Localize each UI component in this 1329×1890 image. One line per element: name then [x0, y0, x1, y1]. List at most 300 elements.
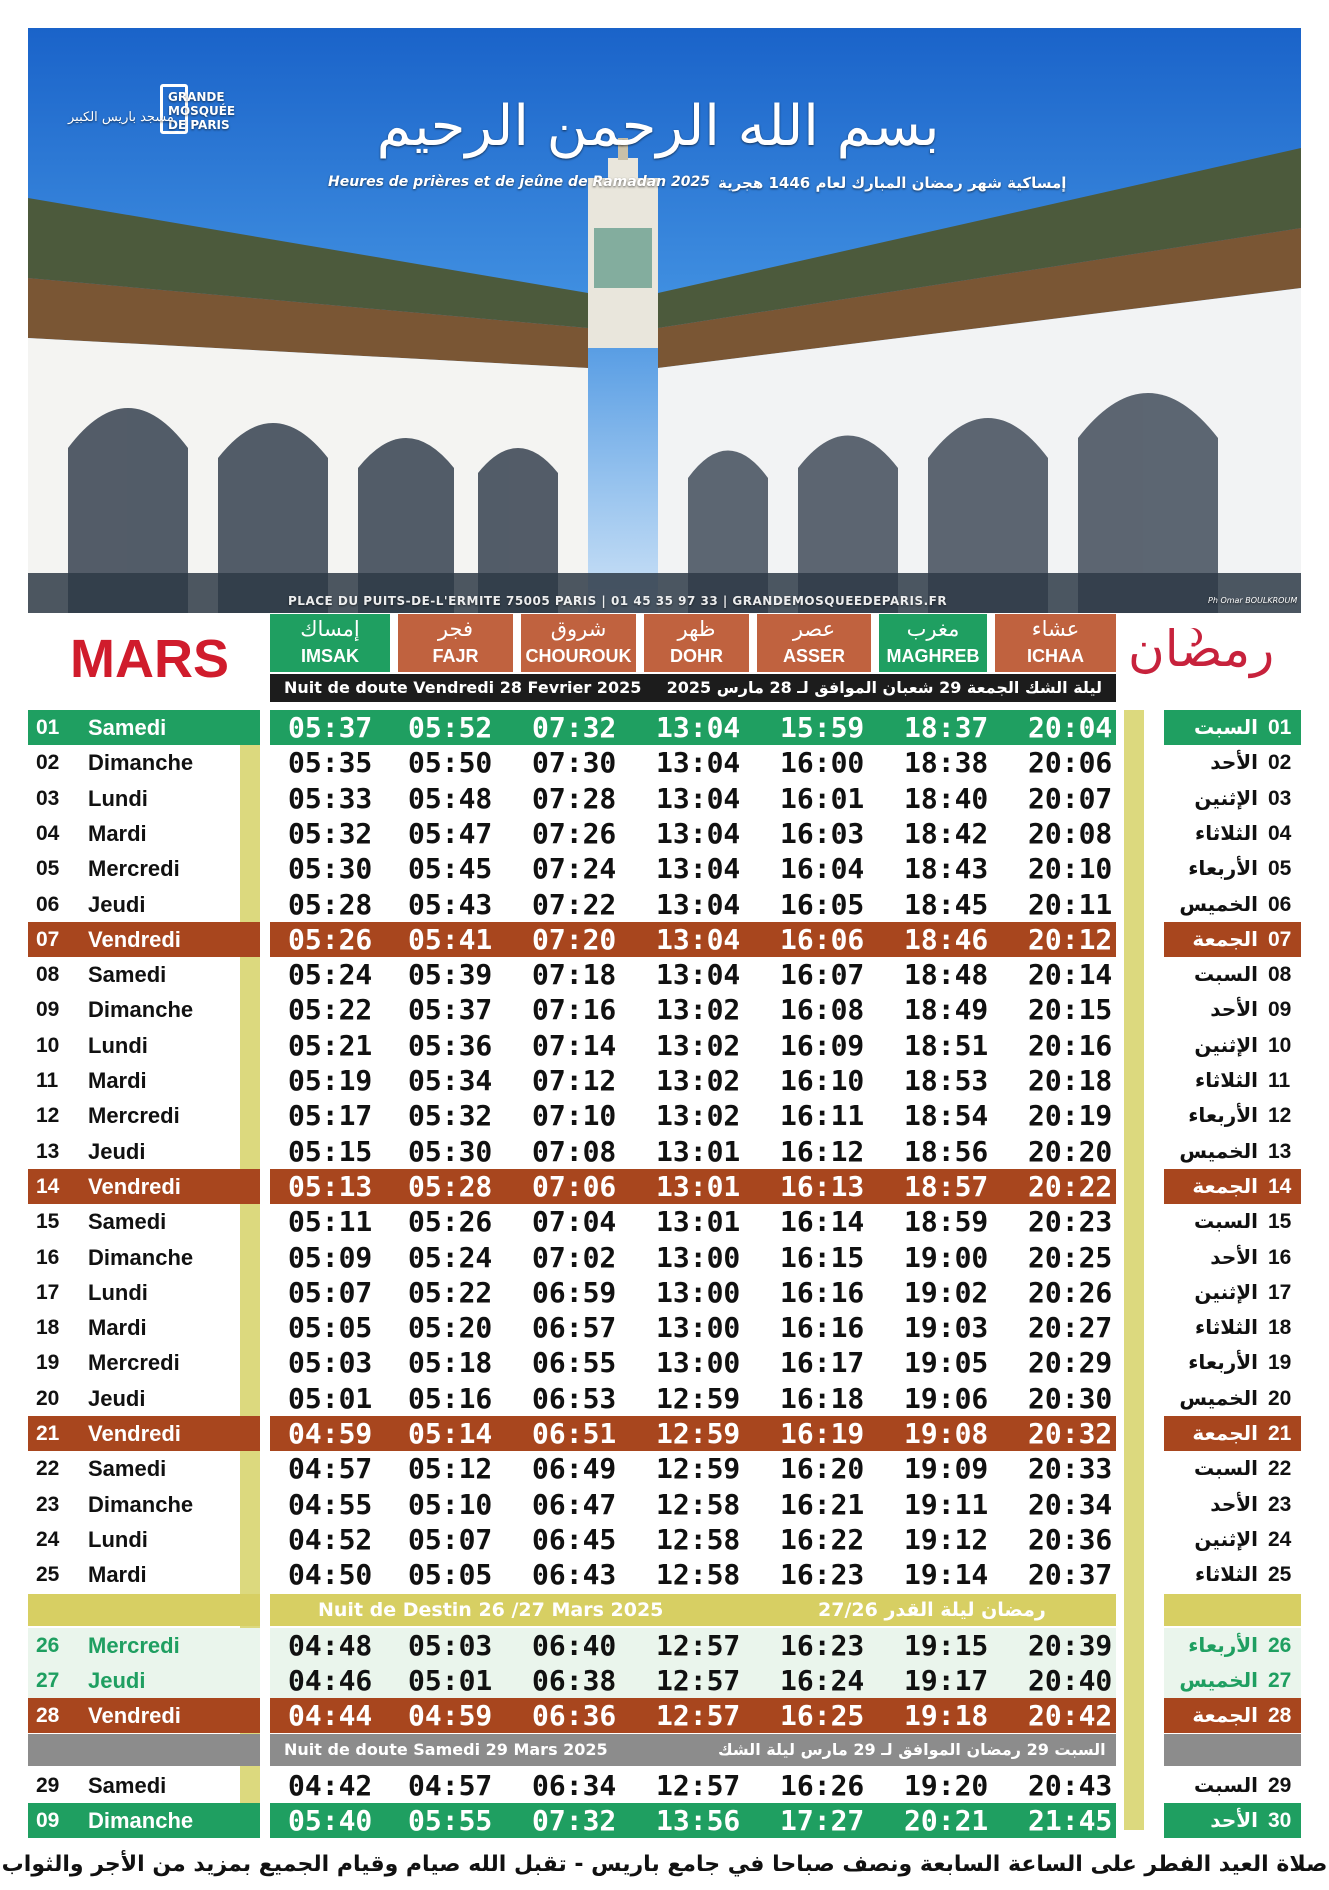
day-name-fr: Samedi: [88, 1773, 167, 1798]
day-name-fr: Dimanche: [88, 1245, 194, 1270]
time-chourouk: 06:47: [532, 1488, 617, 1521]
day-number-ramadan: 25: [1268, 1563, 1292, 1586]
day-number-ramadan: 21: [1268, 1422, 1292, 1445]
time-maghreb: 19:00: [904, 1241, 989, 1274]
day-number-fr: 15: [36, 1210, 60, 1233]
column-header-ar: شروق: [550, 617, 607, 641]
time-ichaa: 20:11: [1028, 888, 1113, 921]
time-ichaa: 20:08: [1028, 817, 1113, 850]
day-number-ramadan: 12: [1268, 1104, 1292, 1127]
time-imsak: 04:50: [288, 1558, 373, 1591]
column-header-ar: ظهر: [677, 617, 716, 641]
time-maghreb: 18:53: [904, 1064, 989, 1097]
time-ichaa: 20:43: [1028, 1769, 1113, 1802]
time-ichaa: 20:06: [1028, 746, 1113, 779]
day-number-fr: 02: [36, 751, 60, 774]
time-asser: 16:16: [780, 1276, 865, 1309]
time-fajr: 05:26: [408, 1205, 493, 1238]
day-number-fr: 09: [36, 1809, 60, 1832]
time-asser: 16:06: [780, 923, 865, 956]
column-header-fr: DOHR: [670, 646, 723, 666]
day-name-ar: الخميس: [1179, 1139, 1258, 1163]
time-asser: 16:23: [780, 1629, 865, 1662]
day-number-ramadan: 24: [1268, 1528, 1292, 1551]
column-header-chourouk: [521, 614, 636, 672]
time-dohr: 12:58: [656, 1523, 741, 1556]
day-name-ar: الجمعة: [1192, 927, 1258, 951]
time-imsak: 05:28: [288, 888, 373, 921]
month-title-ar: رمضان: [1128, 620, 1275, 678]
address-line: PLACE DU PUITS-DE-L'ERMITE 75005 PARIS | 01 45 35 97 33 | GRANDEMOSQUEEDEPARIS.FR: [288, 594, 948, 608]
time-ichaa: 20:29: [1028, 1346, 1113, 1379]
time-fajr: 05:55: [408, 1804, 493, 1837]
time-chourouk: 07:06: [532, 1170, 617, 1203]
time-asser: 16:09: [780, 1029, 865, 1062]
day-name-fr: Mardi: [88, 1315, 147, 1340]
day-number-ramadan: 20: [1268, 1387, 1292, 1410]
day-number-ramadan: 22: [1268, 1457, 1292, 1480]
time-dohr: 12:59: [656, 1452, 741, 1485]
time-asser: 16:21: [780, 1488, 865, 1521]
time-fajr: 05:50: [408, 746, 493, 779]
day-name-fr: Lundi: [88, 786, 148, 811]
time-ichaa: 20:04: [1028, 711, 1113, 744]
time-imsak: 05:37: [288, 711, 373, 744]
time-ichaa: 21:45: [1028, 1804, 1113, 1837]
time-chourouk: 06:36: [532, 1699, 617, 1732]
time-dohr: 12:59: [656, 1382, 741, 1415]
table-row: [28, 1628, 1301, 1663]
time-imsak: 04:59: [288, 1417, 373, 1450]
day-name-fr: Mardi: [88, 1562, 147, 1587]
day-name-ar: الأحد: [1210, 1245, 1258, 1269]
subtitle-ar: إمساكية شهر رمضان المبارك لعام 1446 هجرية: [718, 174, 1067, 192]
time-chourouk: 07:24: [532, 852, 617, 885]
time-chourouk: 07:04: [532, 1205, 617, 1238]
time-dohr: 12:57: [656, 1699, 741, 1732]
day-name-ar: الثلاثاء: [1195, 821, 1258, 845]
time-chourouk: 06:38: [532, 1664, 617, 1697]
time-ichaa: 20:23: [1028, 1205, 1113, 1238]
day-number-fr: 03: [36, 787, 60, 810]
time-fajr: 05:34: [408, 1064, 493, 1097]
time-dohr: 13:04: [656, 817, 741, 850]
time-imsak: 05:30: [288, 852, 373, 885]
table-row: [28, 1345, 1301, 1380]
time-maghreb: 18:59: [904, 1205, 989, 1238]
time-dohr: 13:56: [656, 1804, 741, 1837]
time-dohr: 13:00: [656, 1311, 741, 1344]
table-row: [28, 1698, 1301, 1733]
time-ichaa: 20:40: [1028, 1664, 1113, 1697]
table-row: [28, 1451, 1301, 1486]
table-row: [28, 1310, 1301, 1345]
column-header-ar: مغرب: [906, 617, 960, 641]
day-number-ramadan: 18: [1268, 1316, 1292, 1339]
time-chourouk: 06:59: [532, 1276, 617, 1309]
subtitle-fr: Heures de prières et de jeûne de Ramadan 2025: [328, 174, 710, 190]
day-number-ramadan: 27: [1268, 1669, 1292, 1692]
day-number-fr: 19: [36, 1351, 60, 1374]
table-row: [28, 816, 1301, 851]
banner-destin-ar: 27/26 رمضان ليلة القدر: [818, 1599, 1046, 1621]
column-header-fajr: [398, 614, 513, 672]
table-row: [28, 922, 1301, 957]
time-asser: 16:07: [780, 958, 865, 991]
day-name-ar: الأحد: [1210, 1808, 1258, 1832]
time-asser: 16:00: [780, 746, 865, 779]
table-row: [28, 1275, 1301, 1310]
day-name-fr: Dimanche: [88, 1808, 194, 1833]
day-name-ar: الجمعة: [1192, 1174, 1258, 1198]
time-dohr: 13:00: [656, 1241, 741, 1274]
day-number-ramadan: 14: [1268, 1175, 1292, 1198]
time-maghreb: 18:45: [904, 888, 989, 921]
time-maghreb: 18:46: [904, 923, 989, 956]
day-number-ramadan: 09: [1268, 998, 1292, 1021]
time-imsak: 05:13: [288, 1170, 373, 1203]
time-maghreb: 18:49: [904, 993, 989, 1026]
time-dohr: 12:58: [656, 1558, 741, 1591]
time-ichaa: 20:12: [1028, 923, 1113, 956]
day-name-fr: Lundi: [88, 1033, 148, 1058]
banner-second-night-of-doubt: [28, 1734, 1301, 1766]
day-number-fr: 10: [36, 1034, 60, 1057]
table-row: [28, 1240, 1301, 1275]
table-row: [28, 1487, 1301, 1522]
time-asser: 16:05: [780, 888, 865, 921]
time-imsak: 04:52: [288, 1523, 373, 1556]
time-dohr: 13:02: [656, 993, 741, 1026]
column-header-fr: MAGHREB: [886, 646, 980, 666]
time-dohr: 13:04: [656, 782, 741, 815]
time-dohr: 13:02: [656, 1099, 741, 1132]
day-number-ramadan: 17: [1268, 1281, 1292, 1304]
time-imsak: 05:24: [288, 958, 373, 991]
time-asser: 16:24: [780, 1664, 865, 1697]
day-number-fr: 25: [36, 1563, 60, 1586]
column-header-fr: ICHAA: [1027, 646, 1084, 666]
logo-arabic: مسجد باريس الكبير: [68, 110, 174, 125]
time-fajr: 05:41: [408, 923, 493, 956]
time-fajr: 05:01: [408, 1664, 493, 1697]
banner-doubt-fr: Nuit de doute Vendredi 28 Fevrier 2025: [284, 678, 642, 697]
time-asser: 16:13: [780, 1170, 865, 1203]
table-row: [28, 1803, 1301, 1838]
time-ichaa: 20:26: [1028, 1276, 1113, 1309]
time-chourouk: 07:08: [532, 1135, 617, 1168]
logo-text: GRANDE MOSQUÉE DE PARIS: [168, 90, 236, 132]
day-name-ar: الأربعاء: [1188, 1633, 1258, 1657]
time-dohr: 13:04: [656, 958, 741, 991]
day-number-ramadan: 16: [1268, 1246, 1292, 1269]
banner-night-of-doubt: [270, 674, 1116, 702]
time-asser: 17:27: [780, 1804, 865, 1837]
time-imsak: 05:33: [288, 782, 373, 815]
time-maghreb: 19:02: [904, 1276, 989, 1309]
day-number-fr: 06: [36, 893, 60, 916]
time-asser: 16:08: [780, 993, 865, 1026]
day-name-ar: الخميس: [1179, 892, 1258, 916]
day-number-ramadan: 08: [1268, 963, 1292, 986]
time-fajr: 05:14: [408, 1417, 493, 1450]
time-ichaa: 20:18: [1028, 1064, 1113, 1097]
time-fajr: 05:30: [408, 1135, 493, 1168]
day-number-ramadan: 28: [1268, 1704, 1292, 1727]
time-chourouk: 06:40: [532, 1629, 617, 1662]
banner-doubt2-ar: السبت 29 رمضان الموافق لـ 29 مارس ليلة الشك: [718, 1740, 1106, 1759]
day-number-ramadan: 19: [1268, 1351, 1292, 1374]
day-name-ar: السبت: [1193, 1773, 1258, 1797]
time-fajr: 05:07: [408, 1523, 493, 1556]
time-ichaa: 20:32: [1028, 1417, 1113, 1450]
table-row: [28, 887, 1301, 922]
time-maghreb: 18:51: [904, 1029, 989, 1062]
day-name-fr: Vendredi: [88, 927, 181, 952]
column-header-fr: FAJR: [432, 646, 479, 666]
day-number-ramadan: 05: [1268, 857, 1292, 880]
time-imsak: 05:15: [288, 1135, 373, 1168]
time-fajr: 04:57: [408, 1769, 493, 1802]
day-name-ar: الإثنين: [1194, 1280, 1258, 1304]
banner-destin-fr: Nuit de Destin 26 /27 Mars 2025: [318, 1599, 664, 1621]
table-row: [28, 745, 1301, 780]
day-name-fr: Dimanche: [88, 1492, 194, 1517]
time-chourouk: 07:20: [532, 923, 617, 956]
day-number-ramadan: 26: [1268, 1634, 1292, 1657]
day-number-fr: 11: [36, 1069, 59, 1092]
day-number-ramadan: 11: [1268, 1069, 1291, 1092]
day-name-ar: السبت: [1193, 715, 1258, 739]
day-name-ar: السبت: [1193, 1209, 1258, 1233]
time-imsak: 05:35: [288, 746, 373, 779]
day-name-ar: الأربعاء: [1188, 856, 1258, 880]
time-dohr: 13:01: [656, 1205, 741, 1238]
column-header-fr: ASSER: [782, 646, 845, 666]
time-chourouk: 07:10: [532, 1099, 617, 1132]
time-ichaa: 20:14: [1028, 958, 1113, 991]
time-dohr: 13:04: [656, 711, 741, 744]
time-ichaa: 20:27: [1028, 1311, 1113, 1344]
time-imsak: 05:22: [288, 993, 373, 1026]
time-maghreb: 19:14: [904, 1558, 989, 1591]
time-chourouk: 06:45: [532, 1523, 617, 1556]
day-name-ar: الثلاثاء: [1195, 1315, 1258, 1339]
time-asser: 16:26: [780, 1769, 865, 1802]
day-name-fr: Dimanche: [88, 750, 194, 775]
table-row: [28, 1169, 1301, 1204]
day-name-fr: Jeudi: [88, 1386, 146, 1411]
day-name-ar: السبت: [1193, 1456, 1258, 1480]
time-imsak: 04:57: [288, 1452, 373, 1485]
time-chourouk: 07:02: [532, 1241, 617, 1274]
time-fajr: 05:05: [408, 1558, 493, 1591]
time-chourouk: 07:14: [532, 1029, 617, 1062]
time-maghreb: 18:57: [904, 1170, 989, 1203]
day-number-fr: 23: [36, 1493, 60, 1516]
day-number-fr: 16: [36, 1246, 60, 1269]
time-maghreb: 19:03: [904, 1311, 989, 1344]
time-maghreb: 18:37: [904, 711, 989, 744]
time-imsak: 05:32: [288, 817, 373, 850]
table-row: [28, 781, 1301, 816]
time-ichaa: 20:37: [1028, 1558, 1113, 1591]
time-maghreb: 19:15: [904, 1629, 989, 1662]
day-number-fr: 01: [36, 716, 60, 739]
day-name-ar: الأربعاء: [1188, 1103, 1258, 1127]
time-imsak: 04:55: [288, 1488, 373, 1521]
time-fajr: 05:10: [408, 1488, 493, 1521]
time-chourouk: 07:28: [532, 782, 617, 815]
time-ichaa: 20:39: [1028, 1629, 1113, 1662]
day-number-fr: 29: [36, 1774, 60, 1797]
time-asser: 16:14: [780, 1205, 865, 1238]
time-fajr: 05:52: [408, 711, 493, 744]
time-dohr: 13:02: [656, 1064, 741, 1097]
time-imsak: 04:46: [288, 1664, 373, 1697]
column-header-asser: [757, 614, 871, 672]
time-fajr: 05:32: [408, 1099, 493, 1132]
day-number-ramadan: 13: [1268, 1140, 1292, 1163]
day-number-fr: 26: [36, 1634, 60, 1657]
time-dohr: 12:57: [656, 1664, 741, 1697]
time-dohr: 13:00: [656, 1346, 741, 1379]
day-name-ar: الأحد: [1210, 750, 1258, 774]
table-row: [28, 992, 1301, 1027]
day-number-fr: 24: [36, 1528, 60, 1551]
day-number-fr: 04: [36, 822, 60, 845]
day-name-fr: Mercredi: [88, 856, 180, 881]
time-ichaa: 20:15: [1028, 993, 1113, 1026]
time-maghreb: 19:09: [904, 1452, 989, 1485]
time-ichaa: 20:33: [1028, 1452, 1113, 1485]
time-imsak: 05:19: [288, 1064, 373, 1097]
time-chourouk: 06:51: [532, 1417, 617, 1450]
day-name-ar: الجمعة: [1192, 1703, 1258, 1727]
day-name-ar: الإثنين: [1194, 786, 1258, 810]
column-header-imsak: [270, 614, 390, 672]
day-number-fr: 07: [36, 928, 60, 951]
time-ichaa: 20:42: [1028, 1699, 1113, 1732]
time-imsak: 05:05: [288, 1311, 373, 1344]
day-name-ar: الجمعة: [1192, 1421, 1258, 1445]
day-number-fr: 20: [36, 1387, 60, 1410]
month-title-fr: MARS: [70, 629, 229, 689]
time-asser: 16:01: [780, 782, 865, 815]
time-maghreb: 19:12: [904, 1523, 989, 1556]
time-imsak: 05:17: [288, 1099, 373, 1132]
time-chourouk: 07:18: [532, 958, 617, 991]
time-ichaa: 20:16: [1028, 1029, 1113, 1062]
day-name-fr: Vendredi: [88, 1421, 181, 1446]
time-maghreb: 20:21: [904, 1804, 989, 1837]
column-header-ar: فجر: [437, 617, 474, 641]
time-fajr: 05:24: [408, 1241, 493, 1274]
time-chourouk: 07:32: [532, 711, 617, 744]
time-fajr: 05:45: [408, 852, 493, 885]
time-asser: 16:15: [780, 1241, 865, 1274]
day-name-fr: Samedi: [88, 1456, 167, 1481]
time-asser: 16:22: [780, 1523, 865, 1556]
day-name-ar: الإثنين: [1194, 1033, 1258, 1057]
banner-doubt-ar: ليلة الشك الجمعة 29 شعبان الموافق لـ 28 مارس 2025: [666, 678, 1102, 697]
footer-note: صلاة العيد الفطر على الساعة السابعة ونصف صباحا في جامع باريس - تقبل الله صيام وقيام الجميع بمزيد من الأجر والثواب: [1, 1852, 1328, 1877]
time-maghreb: 18:48: [904, 958, 989, 991]
time-maghreb: 18:43: [904, 852, 989, 885]
time-fajr: 04:59: [408, 1699, 493, 1732]
column-header-ar: عشاء: [1031, 617, 1080, 641]
table-row: [28, 1416, 1301, 1451]
day-name-fr: Mardi: [88, 821, 147, 846]
column-header-fr: CHOUROUK: [525, 646, 632, 666]
time-maghreb: 19:06: [904, 1382, 989, 1415]
day-name-ar: الخميس: [1179, 1386, 1258, 1410]
time-ichaa: 20:25: [1028, 1241, 1113, 1274]
day-name-fr: Samedi: [88, 962, 167, 987]
time-dohr: 12:57: [656, 1769, 741, 1802]
time-imsak: 05:40: [288, 1804, 373, 1837]
basmala: بسم الله الرحمن الرحيم: [376, 94, 940, 159]
time-chourouk: 06:53: [532, 1382, 617, 1415]
time-fajr: 05:20: [408, 1311, 493, 1344]
column-header-ichaa: [995, 614, 1116, 672]
time-imsak: 05:01: [288, 1382, 373, 1415]
day-name-ar: السبت: [1193, 962, 1258, 986]
table-row: [28, 710, 1301, 745]
day-name-fr: Jeudi: [88, 892, 146, 917]
time-chourouk: 07:32: [532, 1804, 617, 1837]
header-photo: [28, 28, 1301, 613]
time-imsak: 04:48: [288, 1629, 373, 1662]
time-dohr: 13:04: [656, 923, 741, 956]
table-row: [28, 957, 1301, 992]
day-name-ar: الأربعاء: [1188, 1350, 1258, 1374]
time-ichaa: 20:36: [1028, 1523, 1113, 1556]
table-row: [28, 1557, 1301, 1592]
time-chourouk: 06:49: [532, 1452, 617, 1485]
time-fajr: 05:37: [408, 993, 493, 1026]
time-dohr: 13:02: [656, 1029, 741, 1062]
table-row: [28, 1522, 1301, 1557]
day-number-fr: 14: [36, 1175, 60, 1198]
time-ichaa: 20:07: [1028, 782, 1113, 815]
day-number-ramadan: 23: [1268, 1493, 1292, 1516]
time-fajr: 05:28: [408, 1170, 493, 1203]
day-name-ar: الخميس: [1179, 1668, 1258, 1692]
crescent-icon: [1180, 628, 1198, 646]
column-header-fr: IMSAK: [301, 646, 359, 666]
column-header-maghreb: [879, 614, 987, 672]
day-number-fr: 17: [36, 1281, 60, 1304]
time-maghreb: 19:20: [904, 1769, 989, 1802]
time-maghreb: 18:40: [904, 782, 989, 815]
time-fajr: 05:48: [408, 782, 493, 815]
day-name-ar: الثلاثاء: [1195, 1562, 1258, 1586]
column-header-ar: عصر: [792, 617, 836, 641]
time-asser: 16:10: [780, 1064, 865, 1097]
time-chourouk: 07:22: [532, 888, 617, 921]
table-row: [28, 1663, 1301, 1698]
day-number-ramadan: 02: [1268, 751, 1292, 774]
time-asser: 16:03: [780, 817, 865, 850]
day-number-ramadan: 29: [1268, 1774, 1292, 1797]
day-number-fr: 21: [36, 1422, 60, 1445]
time-asser: 16:16: [780, 1311, 865, 1344]
time-fajr: 05:36: [408, 1029, 493, 1062]
time-chourouk: 06:34: [532, 1769, 617, 1802]
day-number-fr: 08: [36, 963, 60, 986]
time-chourouk: 07:30: [532, 746, 617, 779]
